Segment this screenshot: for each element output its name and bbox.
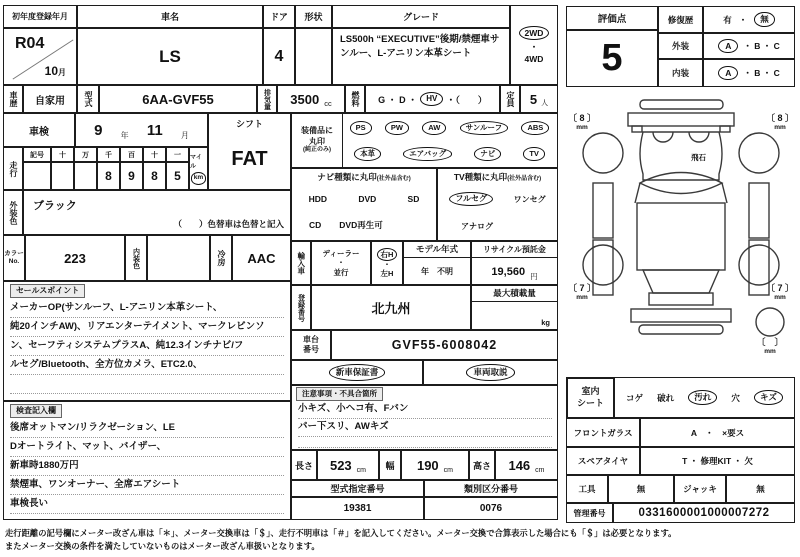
manual-circled: 車両取説	[466, 364, 514, 381]
windshield-value: A ・ ×要ス	[640, 418, 795, 447]
tread-spare: 〔 〕 mm	[756, 337, 784, 355]
mileage-unit-cell	[189, 147, 208, 190]
equip-abs-circled: ABS	[521, 121, 549, 134]
inspect-line-1: 後席オットマン/リラクゼーション、LE	[10, 420, 284, 438]
shift-value: FAT	[231, 148, 268, 170]
grade-header: グレード	[332, 5, 510, 28]
exterior-grade-cell: A ・ B ・ C	[703, 33, 795, 59]
warranty-circled: 新車保証書	[329, 364, 386, 381]
max-load-label: 最大積載量	[472, 286, 557, 302]
mileage-col-6: 一	[166, 147, 189, 162]
sales-line-3: ン、セーフティシステムプラスA、純12.3インチナビ/フ	[10, 338, 284, 356]
reg-no-value: 北九州	[311, 285, 471, 330]
equipment-row-1	[343, 115, 556, 141]
first-reg-header: 初年度登録年月	[3, 5, 77, 28]
inspect-notes-tab: 検査記入欄	[10, 404, 62, 418]
fuel-post: ・（ ）	[446, 94, 487, 105]
history-label: 車歴	[3, 85, 23, 113]
import-dealer-cell: ディーラー ・ 並行	[311, 241, 371, 285]
drivetrain-cell	[510, 5, 558, 85]
ac-value: AAC	[232, 235, 291, 281]
model-year-value: 年 不明	[421, 267, 453, 276]
navi-type-title: ナビ種類に丸印(社外品含む)	[317, 172, 411, 182]
recycle-label: リサイクル預託金	[472, 242, 557, 258]
inspection-month-unit: 月	[180, 131, 189, 140]
navi-row-2	[293, 214, 451, 236]
right-handle-circled: 右H	[377, 248, 398, 261]
warranty-cell	[291, 360, 423, 385]
import-label: 輸入車	[291, 241, 311, 285]
model-code-value: 6AA-GVF55	[99, 85, 257, 113]
grade-value: LS500h “EXECUTIVE”後期/禁煙車サンルー、L-アニリン本革シート	[332, 28, 510, 85]
car-diagram	[565, 88, 797, 374]
caution-line-2: パー下スリ、AWキズ	[298, 419, 552, 437]
sales-line-4: ルセグ/Bluetooth、全方位カメラ、ETC2.0、	[10, 357, 284, 375]
displacement-value: 3500	[290, 91, 320, 107]
mileage-digit-4: 9	[120, 162, 143, 190]
tread-rear-right: 〔 7 〕 mm	[765, 283, 794, 301]
tv-type-title: TV種類に丸印(社外品含む)	[453, 172, 542, 182]
stone-chip-note: 飛石	[691, 153, 706, 162]
tread-front-left: 〔 8 〕 mm	[567, 113, 596, 131]
tools-label: 工具	[566, 475, 608, 503]
equip-navi-circled: ナビ	[474, 147, 501, 160]
seat-yabure: 破れ	[657, 392, 675, 403]
caution-line-empty	[298, 437, 552, 448]
navi-dvd: DVD	[358, 194, 377, 204]
capacity-cell	[520, 85, 558, 113]
tv-row-2	[439, 216, 578, 236]
model-year-label: モデル年式	[404, 242, 470, 258]
equip-sunroof-circled: サンルーフ	[460, 121, 509, 134]
seat-koge: コゲ	[626, 392, 644, 403]
tv-row-1	[439, 188, 556, 210]
control-no-label: 管理番号	[566, 503, 613, 523]
displacement-label: 排気量	[257, 85, 277, 113]
left-handle: 左H	[380, 268, 394, 278]
equip-leather-circled: 本革	[354, 147, 381, 160]
mileage-digit-2	[74, 162, 97, 190]
ext-color-note: （ ）色替車は色替と記入	[173, 219, 284, 229]
height-value: 146	[508, 457, 531, 473]
model-year-cell	[403, 241, 471, 285]
tv-oneseg: ワンセグ	[513, 194, 546, 204]
sales-line-1: メーカーOP(サンルーフ、L-アニリン本革シート、	[10, 300, 284, 318]
sales-line-empty	[10, 376, 284, 394]
color-no-label: カラー No.	[3, 235, 25, 281]
manual-cell	[423, 360, 558, 385]
capacity-value: 5	[529, 91, 538, 107]
navi-sd: SD	[407, 194, 420, 204]
interior-grade-a-circled: A	[718, 66, 738, 81]
width-value: 190	[416, 457, 439, 473]
equip-aw-circled: AW	[422, 121, 446, 134]
tools-value: 無	[608, 475, 674, 503]
ext-color-cell	[23, 190, 291, 235]
equip-tv-circled: TV	[523, 147, 545, 160]
color-no-value: 223	[25, 235, 125, 281]
footer-note-line-2: またメーター交換の条件を満たしていないものはメーター改ざん車扱いとなります。	[5, 541, 320, 551]
recycle-value: 19,560	[491, 265, 526, 278]
height-label: 高さ	[469, 450, 495, 480]
drive-dot: ・	[529, 42, 539, 53]
mileage-digit-3: 8	[97, 162, 120, 190]
inspect-line-4: 禁煙車、ワンオーナー、全席エアシート	[10, 477, 284, 495]
type-no-label: 型式指定番号	[291, 480, 424, 497]
recycle-unit: 円	[530, 272, 538, 281]
door-header: ドア	[263, 5, 295, 28]
fuel-pre: G ・ D ・	[378, 94, 418, 105]
fuel-hv-circled: HV	[420, 92, 443, 106]
ac-label: 冷房	[210, 235, 232, 281]
inspect-line-5: 車検長い	[10, 496, 284, 514]
reg-no-label: 登録番号	[291, 285, 311, 330]
drive-4wd: 4WD	[524, 54, 544, 65]
mileage-col-1: 十	[51, 147, 74, 162]
import-handle-cell: 右H ・ 左H	[371, 241, 403, 285]
int-color-label: 内装色	[125, 235, 147, 281]
inspect-line-3: 新車時1880万円	[10, 458, 284, 476]
class-no-label: 類別区分番号	[424, 480, 558, 497]
caution-tab: 注意事項・不具合箇所	[296, 387, 383, 401]
class-no-value: 0076	[424, 497, 558, 520]
unit-km-circled: km	[191, 172, 206, 184]
displacement-value-cell	[277, 85, 345, 113]
navi-row-1	[293, 188, 435, 210]
repair-label: 修復歴	[658, 6, 703, 33]
unit-mile: マイル	[190, 155, 202, 171]
car-name-header: 車名	[77, 5, 263, 28]
spare-tire-value: T ・ 修理KIT ・ 欠	[640, 447, 795, 475]
inspection-year: 9	[94, 121, 103, 139]
tv-analog: アナログ	[461, 221, 493, 231]
displacement-unit: cc	[324, 99, 332, 108]
max-load-value-cell	[472, 302, 557, 330]
seat-label: 室内 シート	[566, 377, 614, 418]
tread-rear-left: 〔 7 〕 mm	[567, 283, 596, 301]
windshield-label: フロントガラス	[566, 418, 640, 447]
control-no-value: 0331600001000007272	[613, 503, 795, 523]
interior-grade-cell: A ・ B ・ C	[703, 59, 795, 87]
shape-header: 形状	[295, 5, 332, 28]
equip-pw-circled: PW	[385, 121, 409, 134]
length-value: 523	[329, 457, 352, 473]
equipment-label: 装備品に 丸印 (純正のみ)	[291, 113, 343, 168]
inspection-month: 11	[146, 121, 163, 139]
type-no-value: 19381	[291, 497, 424, 520]
reg-year: R04	[15, 35, 45, 52]
door-value: 4	[263, 28, 295, 85]
repair-yes: 有	[723, 14, 732, 25]
seat-items-cell	[614, 377, 795, 418]
max-load-unit: kg	[541, 318, 550, 327]
seat-ana: 穴	[731, 392, 740, 403]
first-reg-value	[3, 28, 77, 85]
reg-month: 10月	[44, 64, 66, 78]
mileage-digit-1	[51, 162, 74, 190]
mileage-label: 走行	[3, 147, 23, 190]
drive-2wd-circled: 2WD	[519, 26, 550, 41]
capacity-unit: 人	[541, 100, 549, 107]
mileage-col-4: 百	[120, 147, 143, 162]
caution-line-1: 小キズ、小ヘコ有、Fバン	[298, 401, 552, 419]
model-code-label: 型式	[77, 85, 99, 113]
seat-yogore-circled: 汚れ	[688, 390, 717, 405]
fuel-label: 燃料	[345, 85, 365, 113]
equipment-row-2	[343, 141, 556, 167]
seat-kizu-circled: キズ	[754, 390, 783, 405]
shift-cell	[208, 113, 291, 190]
repair-value-cell: 有 ・ 無	[703, 6, 795, 33]
recycle-cell	[471, 241, 558, 285]
mileage-col-5: 十	[143, 147, 166, 162]
shift-label: シフト	[235, 119, 263, 129]
jack-label: ジャッキ	[674, 475, 726, 503]
inspect-line-2: Dオートライト、マット、バイザー、	[10, 439, 284, 457]
interior-label: 内装	[658, 59, 703, 87]
navi-dvd-play: DVD再生可	[339, 220, 383, 230]
height-cell: 146 cm	[495, 450, 558, 480]
ext-color-value: ブラック	[33, 200, 77, 212]
width-cell: 190 cm	[401, 450, 469, 480]
mileage-col-0: 記号	[23, 147, 51, 162]
chassis-value: GVF55-6008042	[331, 330, 558, 360]
sales-point-tab: セールスポイント	[10, 284, 85, 298]
navi-hdd: HDD	[308, 194, 328, 204]
mileage-digit-5: 8	[143, 162, 166, 190]
equip-airbag-circled: エアバッグ	[403, 147, 452, 160]
tv-fullseg-circled: フルセグ	[449, 192, 493, 206]
car-name-value: LS	[77, 28, 263, 85]
exterior-grade-a-circled: A	[718, 39, 738, 54]
score-value: 5	[566, 30, 658, 87]
footer-note-line-1: 走行距離の記号欄にメーター改ざん車は「＊」、メーター交換車は「＄」、走行不明車は「＃」を記入してください。メーター交換で合算表示した場合にも「＄」は必要となります。	[5, 528, 677, 538]
mileage-col-3: 千	[97, 147, 120, 162]
history-value: 自家用	[23, 85, 77, 113]
reg-month-unit: 月	[58, 68, 66, 77]
recycle-value-cell	[472, 258, 557, 285]
ext-color-label: 外装色	[3, 190, 23, 235]
score-label: 評価点	[566, 6, 658, 30]
shape-value	[295, 28, 332, 85]
inspection-year-unit: 年	[120, 131, 129, 140]
width-label: 幅	[379, 450, 401, 480]
inspection-label: 車検	[3, 113, 75, 147]
navi-cd: CD	[309, 220, 322, 230]
mileage-col-2: 万	[74, 147, 97, 162]
spare-tire-circle	[756, 308, 784, 336]
sales-line-2: 純20インチAW)、リアエンターテイメント、マークレビンソ	[10, 319, 284, 337]
inspection-value-cell	[75, 113, 208, 147]
chassis-label: 車台 番号	[291, 330, 331, 360]
jack-value: 無	[726, 475, 795, 503]
max-load-cell	[471, 285, 558, 330]
spare-tire-label: スペアタイヤ	[566, 447, 640, 475]
length-cell: 523 cm	[317, 450, 379, 480]
int-color-value	[147, 235, 210, 281]
capacity-label: 定員	[500, 85, 520, 113]
repair-no-circled: 無	[754, 12, 775, 27]
equip-ps-circled: PS	[350, 121, 372, 134]
mileage-digit-0	[23, 162, 51, 190]
length-label: 長さ	[291, 450, 317, 480]
fuel-value-cell	[365, 85, 500, 113]
tread-front-right: 〔 8 〕 mm	[765, 113, 794, 131]
mileage-digit-6: 5	[166, 162, 189, 190]
exterior-label: 外装	[658, 33, 703, 59]
